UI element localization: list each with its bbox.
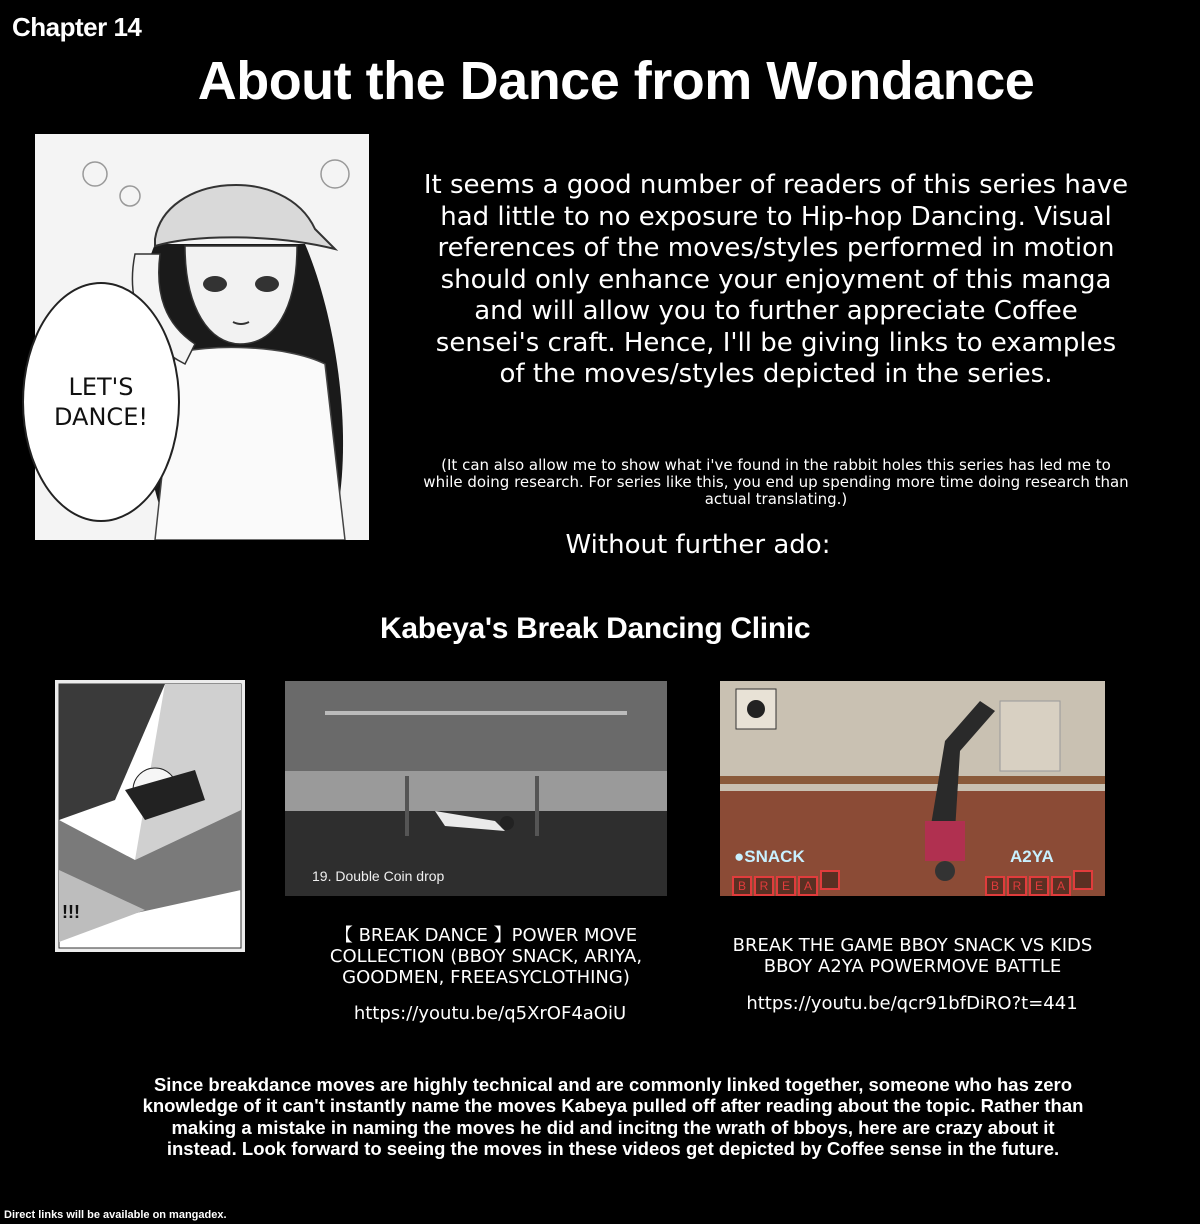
video-1-title: 【 BREAK DANCE 】POWER MOVE COLLECTION (BBOY SNACK, ARIYA, GOODMEN, FREEASYCLOTHING) [329,925,643,988]
speech-text: LET'S DANCE! [54,373,148,431]
manga-page-thumbnail [55,680,245,952]
chapter-label: Chapter 14 [12,12,142,42]
thumbnail-caption: 19. Double Coin drop [312,868,445,884]
intro-lead: Without further ado: [565,530,831,560]
page-title: About the Dance from Wondance [197,51,1035,111]
outro-paragraph: Since breakdance moves are highly technical and are commonly linked together, someone who has zero knowledge of it can't instantly name the moves Kabeya pulled off after reading about the topic. Rather than making a mistake in naming the moves he did and incitng the wrath of bboys, here are crazy about it instead. Look forward to seeing the moves in these videos get depicted by Coffee sense in the future. [142,1074,1084,1160]
panel-sfx-text: !!! [62,902,80,922]
footnote: Direct links will be available on mangadex. [4,1209,227,1221]
intro-aside: (It can also allow me to show what i've found in the rabbit holes this series has led me to while doing research. For series like this, you end up spending more time doing research than actual translating.) [423,456,1129,508]
video-thumbnail-1[interactable] [285,681,667,896]
player-label-left: ●SNACK [734,847,805,866]
intro-paragraph: It seems a good number of readers of this series have had little to no exposure to Hip-hop Dancing. Visual references of the moves/styles performed in motion should only enhance your enjoyment of this manga and will allow you to further appreciate Coffee sensei's craft. Hence, I'll be giving links to examples of the moves/styles depicted in the series. [423,170,1129,389]
video-1-link[interactable]: https://youtu.be/q5XrOF4aOiU [353,1003,627,1024]
score-boxes-right: B R E A [985,870,1095,896]
player-label-right: A2YA [1010,847,1054,866]
video-2-link[interactable]: https://youtu.be/qcr91bfDiRO?t=441 [746,993,1078,1014]
score-boxes-left: B R E A [732,870,842,896]
section-title: Kabeya's Break Dancing Clinic [380,612,811,645]
video-2-title: BREAK THE GAME BBOY SNACK VS KIDS BBOY A2YA POWERMOVE BATTLE [732,935,1093,977]
